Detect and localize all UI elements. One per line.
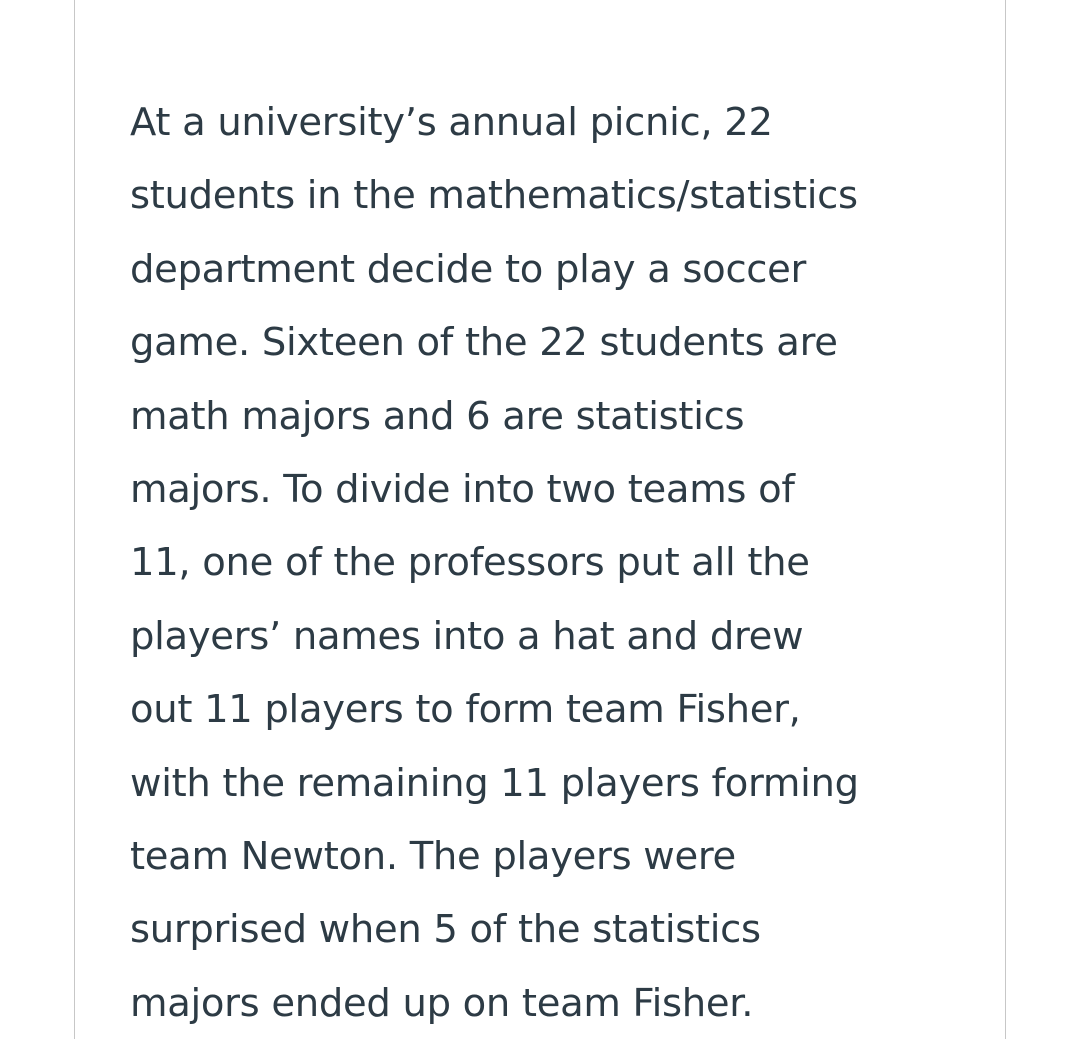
question-line: game. Sixteen of the 22 students are (130, 320, 838, 366)
question-line: with the remaining 11 players forming (130, 760, 859, 806)
question-line: 11, one of the professors put all the (130, 540, 810, 586)
question-line: students in the mathematics/statistics (130, 173, 858, 219)
question-line: players’ names into a hat and drew (130, 613, 804, 659)
question-line: math majors and 6 are statistics (130, 393, 745, 439)
question-line: majors. To divide into two teams of (130, 467, 795, 513)
question-line: At a university’s annual picnic, 22 (130, 100, 773, 145)
question-line: out 11 players to form team Fisher, (130, 687, 801, 733)
question-line: department decide to play a soccer (130, 246, 807, 292)
question-line: majors ended up on team Fisher. (130, 980, 754, 1026)
question-text (130, 86, 960, 1039)
question-line: team Newton. The players were (130, 834, 736, 880)
question-line: surprised when 5 of the statistics (130, 907, 761, 953)
